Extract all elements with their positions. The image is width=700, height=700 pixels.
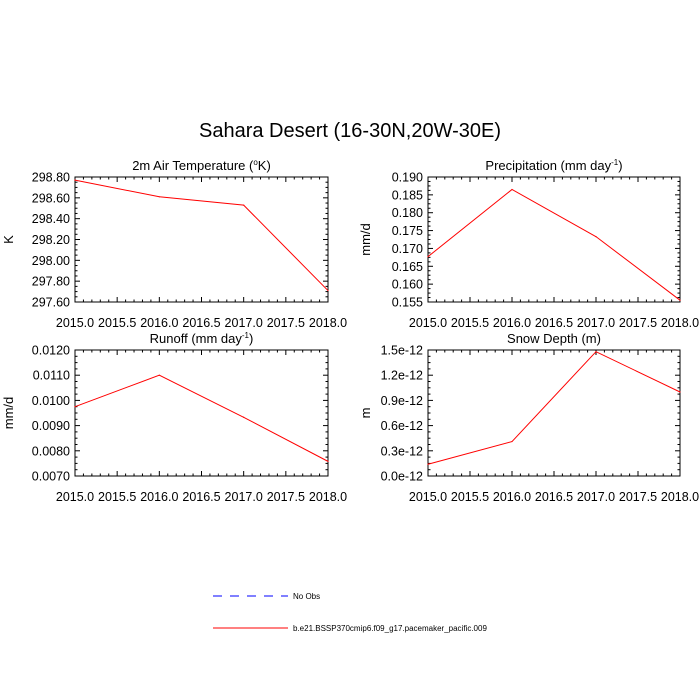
panel-title xyxy=(507,331,601,346)
data-point xyxy=(327,461,328,462)
panel-title xyxy=(485,158,622,173)
y-tick-label: 0.165 xyxy=(391,259,423,274)
y-tick-label: 0.0080 xyxy=(31,444,70,459)
x-tick-label: 2015.5 xyxy=(450,490,490,504)
data-point xyxy=(511,441,512,442)
y-tick-label: 298.00 xyxy=(31,253,70,268)
legend-label-no-obs: No Obs xyxy=(293,592,321,601)
x-tick-label: 2017.0 xyxy=(576,490,616,504)
panel-title xyxy=(150,331,254,346)
panel-title-superscript: -1 xyxy=(611,158,619,167)
plot-frame xyxy=(75,177,328,302)
x-tick-label: 2017.0 xyxy=(224,316,263,330)
x-tick-label: 2015.5 xyxy=(450,316,490,330)
y-tick-label: 0.155 xyxy=(391,295,423,310)
x-tick-label: 2017.5 xyxy=(266,490,305,504)
panel-title-superscript: o xyxy=(253,158,258,167)
data-point xyxy=(679,391,680,392)
panel-title-text: Runoff (mm day xyxy=(149,331,242,346)
panel-title-superscript: -1 xyxy=(241,331,250,340)
data-point xyxy=(427,464,428,465)
panel-title-tail: K) xyxy=(257,158,271,173)
x-tick-label: 2018.0 xyxy=(660,490,700,504)
y-axis-label: K xyxy=(1,235,16,244)
y-tick-label: 0.0110 xyxy=(32,368,70,383)
x-tick-label: 2016.5 xyxy=(182,316,221,330)
y-tick-label: 298.60 xyxy=(31,191,70,206)
panel-1 xyxy=(1,158,347,330)
x-tick-label: 2015.5 xyxy=(98,316,137,330)
y-tick-label: 1.5e-12 xyxy=(380,343,423,358)
panel-title xyxy=(132,158,271,173)
y-tick-label: 0.180 xyxy=(391,206,423,221)
plot-frame xyxy=(428,350,680,476)
x-tick-label: 2018.0 xyxy=(308,316,348,330)
legend xyxy=(213,596,288,628)
x-tick-label: 2016.5 xyxy=(534,490,574,504)
x-tick-label: 2015.0 xyxy=(408,316,448,330)
data-point xyxy=(74,180,75,181)
y-tick-label: 0.0e-12 xyxy=(380,469,423,484)
y-tick-label: 0.190 xyxy=(391,170,423,185)
x-tick-label: 2017.5 xyxy=(618,316,658,330)
y-tick-label: 297.80 xyxy=(31,274,70,289)
panel-title-text: Snow Depth (m) xyxy=(507,331,601,346)
x-tick-label: 2017.5 xyxy=(618,490,658,504)
data-point xyxy=(427,256,428,257)
y-tick-label: 0.0070 xyxy=(31,469,70,484)
y-axis-label: mm/d xyxy=(1,396,16,430)
x-tick-label: 2018.0 xyxy=(660,316,700,330)
data-point xyxy=(74,406,75,407)
y-tick-label: 298.20 xyxy=(31,233,70,247)
y-tick-label: 0.0120 xyxy=(31,343,70,358)
x-tick-label: 2016.0 xyxy=(492,490,532,504)
figure-title: Sahara Desert (16-30N,20W-30E) xyxy=(199,120,501,142)
data-point xyxy=(159,196,160,197)
y-tick-label: 0.175 xyxy=(391,224,423,239)
y-tick-label: 0.185 xyxy=(391,188,423,203)
panel-3 xyxy=(1,331,347,504)
y-tick-label: 297.60 xyxy=(31,295,70,310)
data-point xyxy=(243,205,244,206)
y-axis-label: mm/d xyxy=(358,223,373,256)
x-tick-label: 2015.0 xyxy=(408,490,448,504)
panel-4 xyxy=(358,331,699,504)
x-tick-label: 2016.0 xyxy=(140,316,179,330)
data-point xyxy=(595,236,596,237)
data-point xyxy=(595,351,596,352)
series-line xyxy=(428,352,680,465)
y-tick-label: 0.0100 xyxy=(31,393,70,408)
data-point xyxy=(679,300,680,301)
series-line xyxy=(75,180,328,290)
x-tick-label: 2018.0 xyxy=(308,490,348,504)
x-tick-label: 2016.5 xyxy=(534,316,574,330)
y-tick-label: 0.3e-12 xyxy=(380,444,423,459)
x-tick-label: 2017.0 xyxy=(576,316,616,330)
data-point xyxy=(159,375,160,376)
y-tick-label: 298.80 xyxy=(31,170,70,185)
plot-frame xyxy=(428,177,680,302)
x-tick-label: 2017.0 xyxy=(224,490,263,504)
panel-title-text: Precipitation (mm day xyxy=(485,158,612,173)
y-tick-label: 1.2e-12 xyxy=(380,368,423,383)
panel-title-text: 2m Air Temperature ( xyxy=(132,158,254,173)
x-tick-label: 2015.5 xyxy=(98,490,137,504)
y-tick-label: 0.160 xyxy=(391,277,423,292)
x-tick-label: 2017.5 xyxy=(266,316,305,330)
y-tick-label: 0.6e-12 xyxy=(380,419,423,434)
y-tick-label: 0.0090 xyxy=(31,419,70,434)
y-axis-label: m xyxy=(358,407,373,419)
series-line xyxy=(75,375,328,461)
x-tick-label: 2016.0 xyxy=(140,490,179,504)
legend-label-model: b.e21.BSSP370cmip6.f09_g17.pacemaker_pacific.009 xyxy=(293,624,487,633)
y-tick-label: 298.40 xyxy=(31,212,70,227)
x-tick-label: 2015.0 xyxy=(55,316,95,330)
panel-2 xyxy=(358,158,699,330)
panel-title-tail: ) xyxy=(249,331,254,346)
panel-title-tail: ) xyxy=(618,158,623,173)
plot-frame xyxy=(75,350,328,476)
y-tick-label: 0.9e-12 xyxy=(380,393,423,408)
data-point xyxy=(327,290,328,291)
data-point xyxy=(243,417,244,418)
data-point xyxy=(511,189,512,190)
x-tick-label: 2016.0 xyxy=(492,316,532,330)
series-line xyxy=(428,190,680,301)
y-tick-label: 0.170 xyxy=(391,241,423,256)
x-tick-label: 2015.0 xyxy=(55,490,95,504)
x-tick-label: 2016.5 xyxy=(182,490,221,504)
